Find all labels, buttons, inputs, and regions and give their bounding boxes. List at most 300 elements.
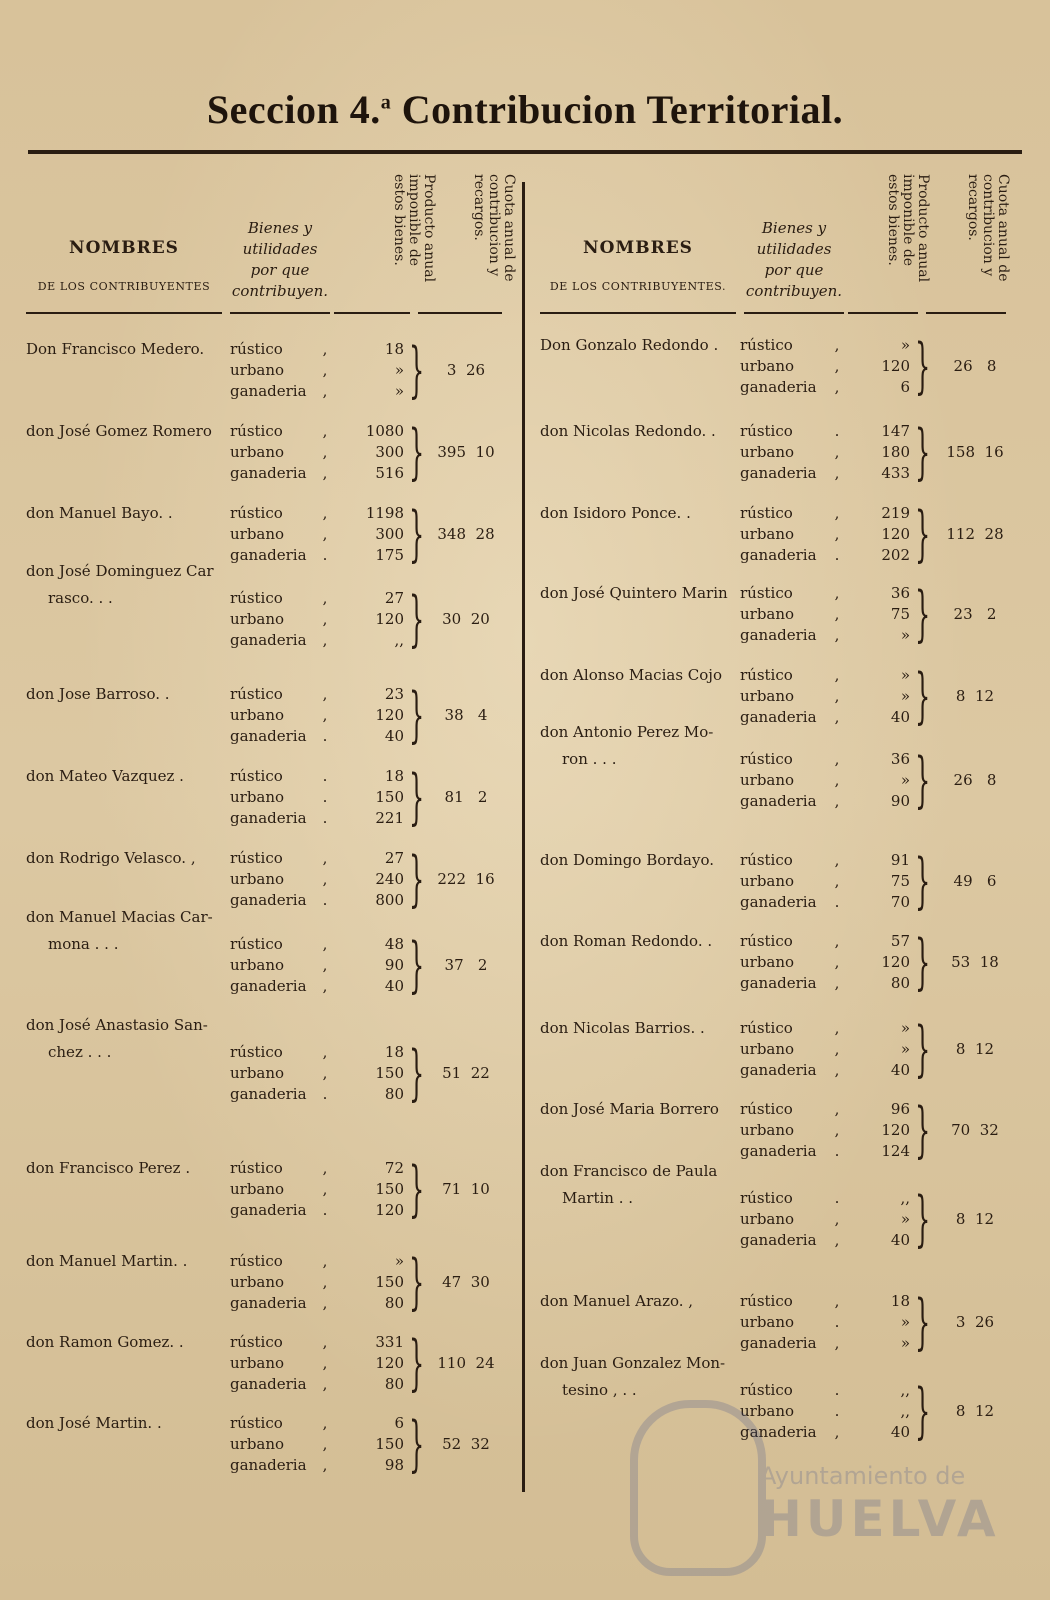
brace-icon: } xyxy=(409,417,425,487)
bien-category: rústico xyxy=(740,750,793,768)
brace-icon: } xyxy=(409,930,425,1000)
contribuyente-name: Don Gonzalo Redondo . xyxy=(540,336,719,354)
bien-category: ganaderia xyxy=(740,893,817,911)
separator: , xyxy=(322,361,328,379)
producto-value: 800 xyxy=(375,891,404,909)
bien-category: ganaderia xyxy=(230,382,307,400)
separator: , xyxy=(322,1414,328,1432)
producto-value: 70 xyxy=(890,893,910,911)
bien-category: ganaderia xyxy=(740,708,817,726)
separator: , xyxy=(834,1334,840,1352)
brace-icon: } xyxy=(915,745,931,815)
producto-value: 40 xyxy=(890,708,910,726)
separator: , xyxy=(322,1333,328,1351)
producto-value: 219 xyxy=(881,504,910,522)
producto-value: 300 xyxy=(375,525,404,543)
contribuyente-name: don Domingo Bordayo. xyxy=(540,851,714,869)
producto-value: » xyxy=(900,1313,910,1331)
contribuyente-name: Martin . . xyxy=(562,1189,634,1207)
cuota-value: 8 12 xyxy=(955,1040,995,1058)
bien-category: urbano xyxy=(740,1121,795,1139)
producto-value: 72 xyxy=(384,1159,404,1177)
top-rule xyxy=(28,150,1022,154)
producto-value: 40 xyxy=(384,727,404,745)
separator: , xyxy=(834,1121,840,1139)
bien-category: urbano xyxy=(740,1402,795,1420)
bien-category: urbano xyxy=(230,1354,285,1372)
cuota-value: 71 10 xyxy=(442,1180,490,1198)
producto-value: » xyxy=(394,361,404,379)
bien-category: ganaderia xyxy=(230,1201,307,1219)
bien-category: rústico xyxy=(230,340,283,358)
producto-value: » xyxy=(900,626,910,644)
brace-icon: } xyxy=(409,1409,425,1479)
producto-value: » xyxy=(394,382,404,400)
separator: , xyxy=(834,1423,840,1441)
producto-value: ,, xyxy=(900,1189,910,1207)
producto-value: 120 xyxy=(375,1354,404,1372)
bien-category: ganaderia xyxy=(230,727,307,745)
separator: , xyxy=(322,504,328,522)
brace-icon: } xyxy=(409,1247,425,1317)
bien-category: rústico xyxy=(230,1159,283,1177)
producto-value: ,, xyxy=(900,1402,910,1420)
contribuyente-name: don Isidoro Ponce. . xyxy=(540,504,691,522)
header-rule xyxy=(848,312,918,314)
cuota-value: 8 12 xyxy=(955,1402,995,1420)
separator: , xyxy=(322,956,328,974)
producto-value: 18 xyxy=(384,767,404,785)
bien-category: rústico xyxy=(740,1189,793,1207)
bien-category: urbano xyxy=(740,1040,795,1058)
contribuyente-name: don José Martin. . xyxy=(26,1414,162,1432)
contribuyente-name: don Nicolas Redondo. . xyxy=(540,422,716,440)
brace-icon: } xyxy=(915,1184,931,1254)
separator: , xyxy=(322,1456,328,1474)
cuota-value: 3 26 xyxy=(955,1313,995,1331)
contribuyente-name: don Mateo Vazquez . xyxy=(26,767,184,785)
bien-category: urbano xyxy=(740,771,795,789)
bien-category: urbano xyxy=(230,610,285,628)
bien-category: ganaderia xyxy=(230,1085,307,1103)
contribuyente-name: tesino , . . xyxy=(562,1381,637,1399)
cuota-value: 158 16 xyxy=(946,443,1004,461)
producto-value: 202 xyxy=(881,546,910,564)
separator: , xyxy=(834,504,840,522)
bien-category: ganaderia xyxy=(740,1423,817,1441)
separator: . xyxy=(322,1085,328,1103)
cuota-value: 110 24 xyxy=(437,1354,495,1372)
watermark xyxy=(630,1400,1000,1570)
producto-value: 80 xyxy=(384,1375,404,1393)
cuota-value: 37 2 xyxy=(444,956,488,974)
right-column xyxy=(540,160,1030,1446)
bien-category: urbano xyxy=(230,788,285,806)
separator: , xyxy=(322,610,328,628)
bien-category: rústico xyxy=(230,1414,283,1432)
bien-category: urbano xyxy=(740,443,795,461)
producto-value: 300 xyxy=(375,443,404,461)
producto-value: 150 xyxy=(375,1273,404,1291)
header-rule xyxy=(744,312,844,314)
producto-value: » xyxy=(900,336,910,354)
bien-category: rústico xyxy=(740,422,793,440)
separator: , xyxy=(322,631,328,649)
producto-value: 120 xyxy=(881,953,910,971)
separator: , xyxy=(322,977,328,995)
producto-value: 36 xyxy=(890,750,910,768)
cuota-value: 81 2 xyxy=(444,788,488,806)
seal-icon xyxy=(630,1400,766,1576)
contribuyente-name: chez . . . xyxy=(48,1043,112,1061)
watermark-line1: Ayuntamiento de xyxy=(760,1462,966,1490)
separator: , xyxy=(322,1294,328,1312)
bien-category: urbano xyxy=(740,605,795,623)
header-cuota: Cuota anual de contribucion y recargos. xyxy=(965,174,1011,282)
contribuyente-name: don José Quintero Marin xyxy=(540,584,728,602)
contribuyente-name: don José Dominguez Car xyxy=(26,562,214,580)
contribuyente-name: don Manuel Macias Car- xyxy=(26,908,213,926)
header-producto: Producto anual imponible de estos bienes. xyxy=(391,174,437,283)
separator: . xyxy=(322,767,328,785)
brace-icon: } xyxy=(915,579,931,649)
bien-category: ganaderia xyxy=(740,792,817,810)
producto-value: 1080 xyxy=(365,422,404,440)
cuota-value: 8 12 xyxy=(955,687,995,705)
producto-value: 40 xyxy=(890,1231,910,1249)
separator: . xyxy=(834,546,840,564)
separator: . xyxy=(322,727,328,745)
producto-value: 27 xyxy=(384,849,404,867)
bien-category: rústico xyxy=(740,1100,793,1118)
separator: , xyxy=(322,1435,328,1453)
brace-icon: } xyxy=(409,335,425,405)
bien-category: urbano xyxy=(230,870,285,888)
bien-category: urbano xyxy=(230,1435,285,1453)
separator: , xyxy=(834,605,840,623)
contribuyente-name: don José Anastasio San- xyxy=(26,1016,208,1034)
separator: , xyxy=(834,1019,840,1037)
bien-category: rústico xyxy=(740,1292,793,1310)
contribuyente-name: Don Francisco Medero. xyxy=(26,340,205,358)
producto-value: ,, xyxy=(394,631,404,649)
bien-category: ganaderia xyxy=(230,1456,307,1474)
cuota-value: 70 32 xyxy=(951,1121,999,1139)
cuota-value: 26 8 xyxy=(953,771,997,789)
separator: , xyxy=(834,378,840,396)
producto-value: 150 xyxy=(375,788,404,806)
producto-value: 18 xyxy=(384,1043,404,1061)
producto-value: 91 xyxy=(890,851,910,869)
header-rule xyxy=(334,312,410,314)
bien-category: ganaderia xyxy=(230,891,307,909)
producto-value: » xyxy=(900,1210,910,1228)
producto-value: 516 xyxy=(375,464,404,482)
bien-category: ganaderia xyxy=(230,631,307,649)
bien-category: rústico xyxy=(740,1381,793,1399)
producto-value: » xyxy=(900,1334,910,1352)
producto-value: » xyxy=(900,1040,910,1058)
producto-value: 98 xyxy=(384,1456,404,1474)
bien-category: ganaderia xyxy=(230,809,307,827)
bien-category: ganaderia xyxy=(740,378,817,396)
separator: , xyxy=(322,685,328,703)
contribuyente-name: don Francisco de Paula xyxy=(540,1162,718,1180)
bien-category: ganaderia xyxy=(740,974,817,992)
bien-category: ganaderia xyxy=(740,546,817,564)
contribuyente-name: don Nicolas Barrios. . xyxy=(540,1019,705,1037)
producto-value: 18 xyxy=(384,340,404,358)
separator: , xyxy=(322,589,328,607)
cuota-value: 49 6 xyxy=(953,872,997,890)
brace-icon: } xyxy=(915,1014,931,1084)
separator: , xyxy=(322,443,328,461)
producto-value: » xyxy=(900,771,910,789)
bien-category: rústico xyxy=(230,1043,283,1061)
separator: , xyxy=(834,525,840,543)
contribuyente-name: don Ramon Gomez. . xyxy=(26,1333,184,1351)
watermark-line2: HUELVA xyxy=(760,1490,1000,1548)
producto-value: ,, xyxy=(900,1381,910,1399)
producto-value: 75 xyxy=(890,605,910,623)
producto-value: 6 xyxy=(394,1414,404,1432)
bien-category: rústico xyxy=(230,1252,283,1270)
producto-value: 180 xyxy=(881,443,910,461)
cuota-value: 23 2 xyxy=(953,605,997,623)
cuota-value: 47 30 xyxy=(442,1273,490,1291)
brace-icon: } xyxy=(409,1154,425,1224)
bien-category: urbano xyxy=(740,872,795,890)
header-names: NOMBRES DE LOS CONTRIBUYENTES. xyxy=(549,238,727,293)
separator: . xyxy=(322,1201,328,1219)
separator: , xyxy=(834,1061,840,1079)
bien-category: urbano xyxy=(230,1064,285,1082)
separator: , xyxy=(322,464,328,482)
separator: . xyxy=(834,1142,840,1160)
producto-value: » xyxy=(900,666,910,684)
brace-icon: } xyxy=(915,661,931,731)
contribuyente-name: don Roman Redondo. . xyxy=(540,932,713,950)
brace-icon: } xyxy=(409,584,425,654)
producto-value: 120 xyxy=(881,1121,910,1139)
separator: . xyxy=(834,893,840,911)
bien-category: urbano xyxy=(740,687,795,705)
separator: . xyxy=(322,891,328,909)
bien-category: urbano xyxy=(740,1210,795,1228)
producto-value: 175 xyxy=(375,546,404,564)
bien-category: rústico xyxy=(740,932,793,950)
bien-category: rústico xyxy=(230,767,283,785)
cuota-value: 8 12 xyxy=(955,1210,995,1228)
separator: , xyxy=(834,792,840,810)
separator: , xyxy=(834,1210,840,1228)
producto-value: 48 xyxy=(384,935,404,953)
producto-value: » xyxy=(900,1019,910,1037)
bien-category: urbano xyxy=(740,357,795,375)
separator: , xyxy=(322,525,328,543)
brace-icon: } xyxy=(915,1095,931,1165)
brace-icon: } xyxy=(409,1038,425,1108)
separator: , xyxy=(834,626,840,644)
separator: , xyxy=(834,932,840,950)
producto-value: 6 xyxy=(900,378,910,396)
contribuyente-name: don Jose Barroso. . xyxy=(26,685,170,703)
separator: , xyxy=(834,1040,840,1058)
bien-category: urbano xyxy=(230,361,285,379)
cuota-value: 3 26 xyxy=(446,361,486,379)
separator: , xyxy=(834,1100,840,1118)
bien-category: rústico xyxy=(230,422,283,440)
producto-value: 150 xyxy=(375,1435,404,1453)
producto-value: 331 xyxy=(375,1333,404,1351)
producto-value: 80 xyxy=(384,1294,404,1312)
brace-icon: } xyxy=(915,417,931,487)
separator: , xyxy=(322,1064,328,1082)
producto-value: 120 xyxy=(881,525,910,543)
producto-value: 27 xyxy=(384,589,404,607)
cuota-value: 26 8 xyxy=(953,357,997,375)
table-header-left xyxy=(26,160,516,320)
brace-icon: } xyxy=(915,927,931,997)
bien-category: urbano xyxy=(740,1313,795,1331)
contribuyente-name: mona . . . xyxy=(48,935,119,953)
producto-value: 80 xyxy=(384,1085,404,1103)
separator: , xyxy=(834,687,840,705)
separator: , xyxy=(834,1231,840,1249)
cuota-value: 222 16 xyxy=(437,870,495,888)
bien-category: urbano xyxy=(740,953,795,971)
bien-category: urbano xyxy=(230,706,285,724)
separator: , xyxy=(322,870,328,888)
producto-value: 23 xyxy=(384,685,404,703)
producto-value: 40 xyxy=(890,1061,910,1079)
bien-category: ganaderia xyxy=(230,977,307,995)
separator: , xyxy=(322,1180,328,1198)
bien-category: rústico xyxy=(740,1019,793,1037)
bien-category: urbano xyxy=(230,1180,285,1198)
cuota-value: 51 22 xyxy=(442,1064,490,1082)
contribuyente-name: don Antonio Perez Mo- xyxy=(540,723,714,741)
bien-category: rústico xyxy=(740,336,793,354)
separator: . xyxy=(322,788,328,806)
producto-value: 221 xyxy=(375,809,404,827)
separator: , xyxy=(322,935,328,953)
brace-icon: } xyxy=(915,1287,931,1357)
separator: , xyxy=(322,1375,328,1393)
separator: . xyxy=(834,1313,840,1331)
separator: , xyxy=(834,1292,840,1310)
separator: , xyxy=(322,706,328,724)
bien-category: ganaderia xyxy=(740,1142,817,1160)
producto-value: 120 xyxy=(375,706,404,724)
separator: , xyxy=(834,708,840,726)
bien-category: urbano xyxy=(230,956,285,974)
contribuyente-name: don Manuel Arazo. , xyxy=(540,1292,694,1310)
brace-icon: } xyxy=(409,499,425,569)
header-cuota: Cuota anual de contribucion y recargos. xyxy=(471,174,517,282)
header-bienes: Bienes y utilidades por que contribuyen. xyxy=(231,219,329,300)
producto-value: 1198 xyxy=(365,504,404,522)
producto-value: 120 xyxy=(375,610,404,628)
producto-value: 90 xyxy=(384,956,404,974)
separator: , xyxy=(834,357,840,375)
producto-value: 90 xyxy=(890,792,910,810)
producto-value: 150 xyxy=(375,1180,404,1198)
header-rule xyxy=(540,312,736,314)
header-rule xyxy=(418,312,502,314)
separator: , xyxy=(834,464,840,482)
contribuyente-name: don Manuel Bayo. . xyxy=(26,504,173,522)
header-producto: Producto anual imponible de estos bienes. xyxy=(885,174,931,283)
separator: , xyxy=(834,953,840,971)
separator: , xyxy=(322,1043,328,1061)
brace-icon: } xyxy=(409,762,425,832)
cuota-value: 53 18 xyxy=(951,953,999,971)
producto-value: 36 xyxy=(890,584,910,602)
cuota-value: 348 28 xyxy=(437,525,495,543)
contribuyente-name: don Manuel Martin. . xyxy=(26,1252,188,1270)
column-divider xyxy=(522,182,525,1492)
producto-value: 18 xyxy=(890,1292,910,1310)
header-bienes: Bienes y utilidades por que contribuyen. xyxy=(745,219,843,300)
bien-category: ganaderia xyxy=(740,1231,817,1249)
header-names: NOMBRES DE LOS CONTRIBUYENTES xyxy=(37,238,211,293)
bien-category: ganaderia xyxy=(230,1375,307,1393)
contribuyente-name: don Juan Gonzalez Mon- xyxy=(540,1354,726,1372)
bien-category: rústico xyxy=(230,685,283,703)
producto-value: 150 xyxy=(375,1064,404,1082)
separator: . xyxy=(322,546,328,564)
bien-category: rústico xyxy=(230,1333,283,1351)
header-rule xyxy=(26,312,222,314)
cuota-value: 38 4 xyxy=(444,706,488,724)
bien-category: ganaderia xyxy=(740,1334,817,1352)
separator: , xyxy=(322,1159,328,1177)
header-rule xyxy=(926,312,1006,314)
bien-category: ganaderia xyxy=(740,626,817,644)
producto-value: » xyxy=(394,1252,404,1270)
producto-value: 57 xyxy=(890,932,910,950)
bien-category: rústico xyxy=(740,504,793,522)
separator: , xyxy=(322,422,328,440)
separator: . xyxy=(834,1189,840,1207)
header-rule xyxy=(230,312,330,314)
contribuyente-name: don Francisco Perez . xyxy=(26,1159,191,1177)
producto-value: 147 xyxy=(881,422,910,440)
cuota-value: 112 28 xyxy=(946,525,1004,543)
producto-value: 40 xyxy=(890,1423,910,1441)
page-title: Seccion 4.$^a$ Contribucion Territorial. xyxy=(206,87,844,132)
separator: , xyxy=(834,851,840,869)
bien-category: rústico xyxy=(230,849,283,867)
separator: , xyxy=(834,872,840,890)
separator: . xyxy=(834,422,840,440)
separator: . xyxy=(834,1402,840,1420)
producto-value: 80 xyxy=(890,974,910,992)
bien-category: rústico xyxy=(230,504,283,522)
separator: , xyxy=(834,974,840,992)
producto-value: 433 xyxy=(881,464,910,482)
producto-value: 40 xyxy=(384,977,404,995)
producto-value: 120 xyxy=(375,1201,404,1219)
bien-category: ganaderia xyxy=(740,1061,817,1079)
contribuyente-name: ron . . . xyxy=(562,750,617,768)
bien-category: urbano xyxy=(230,443,285,461)
separator: , xyxy=(322,382,328,400)
producto-value: 120 xyxy=(881,357,910,375)
separator: , xyxy=(834,750,840,768)
bien-category: ganaderia xyxy=(740,464,817,482)
